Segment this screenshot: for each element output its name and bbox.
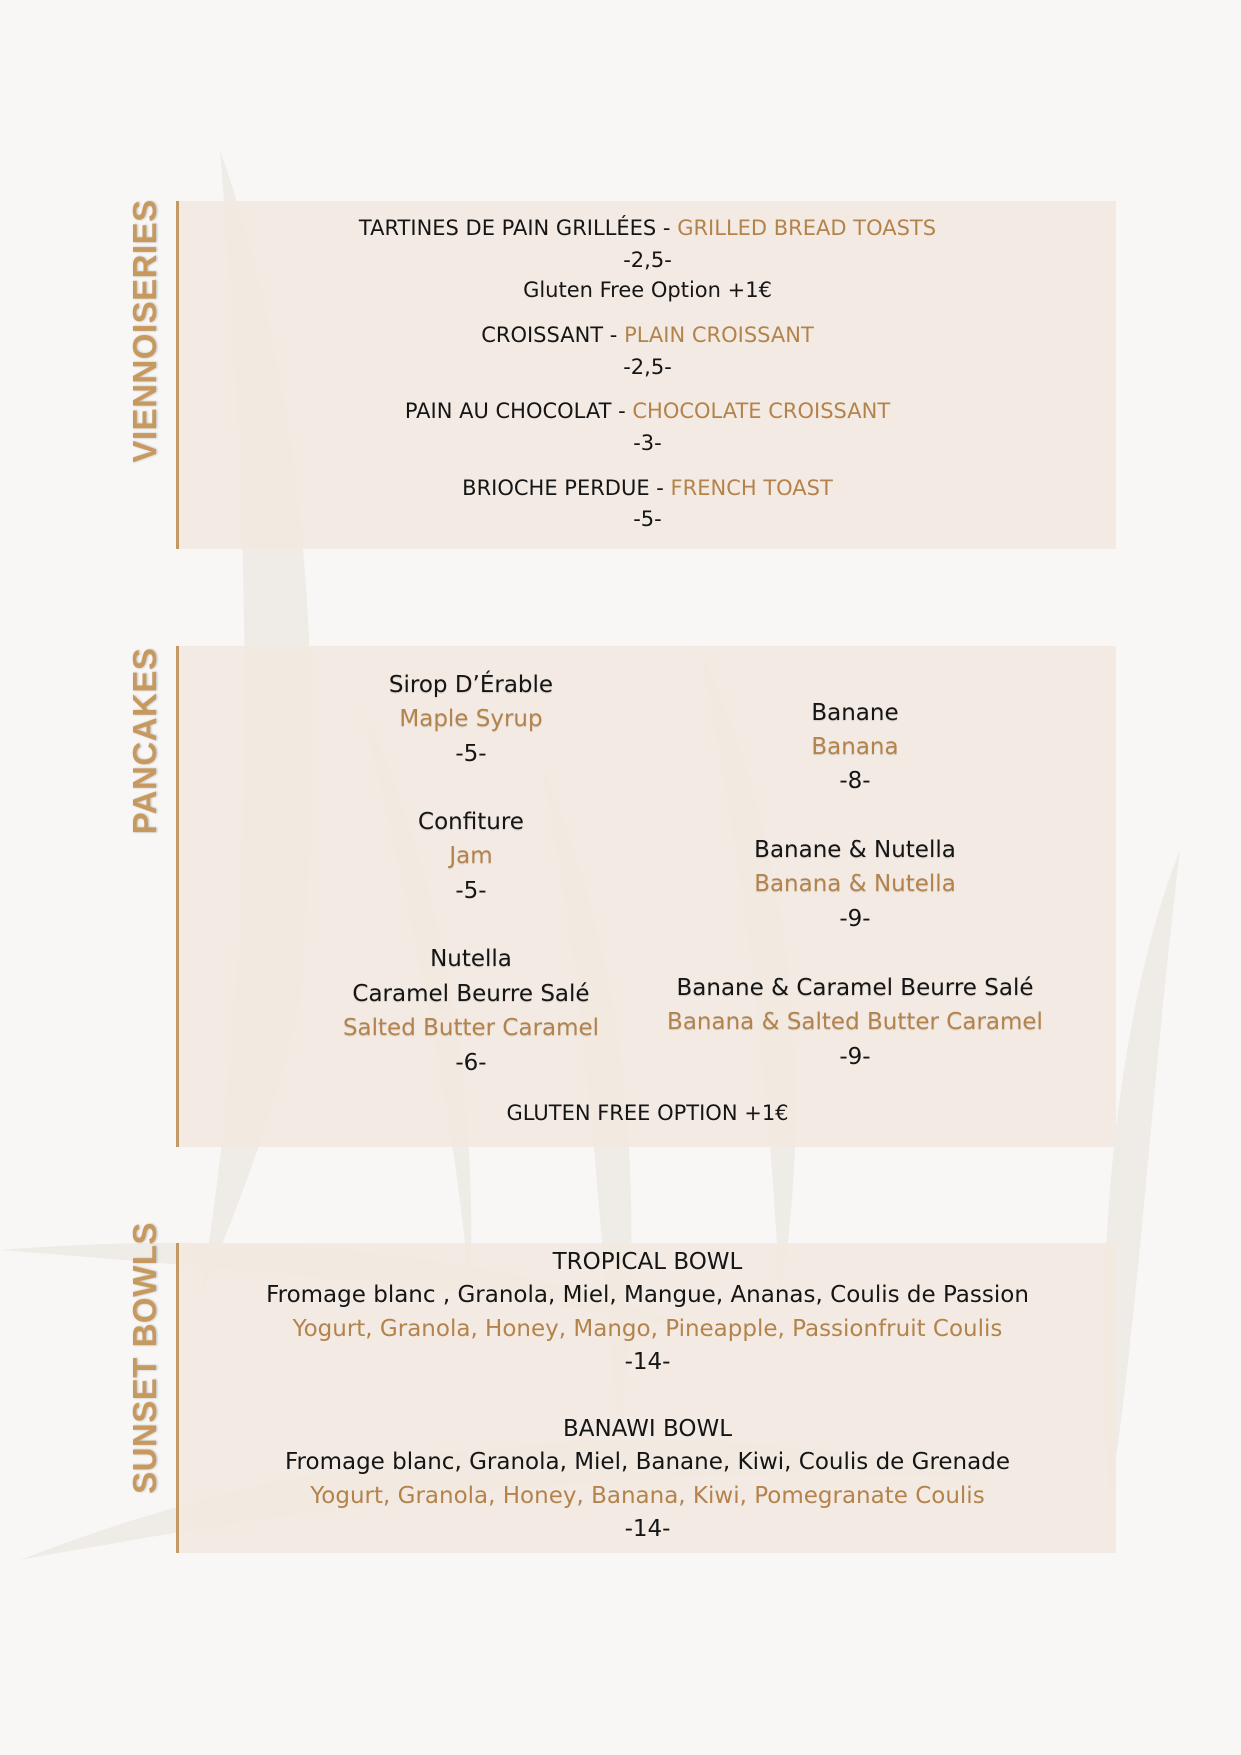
pancake-name-fr-2: Caramel Beurre Salé xyxy=(352,981,590,1007)
bowl-name: TROPICAL BOWL xyxy=(552,1249,743,1275)
bowl-ingredients-fr: Fromage blanc, Granola, Miel, Banane, Kiwi, Coulis de Grenade xyxy=(285,1449,1010,1475)
pancake-name-fr: Confiture xyxy=(418,809,524,835)
pancake-name-fr: Nutella xyxy=(430,946,512,972)
item-name-en: GRILLED BREAD TOASTS xyxy=(677,216,937,240)
pancake-name-fr: Sirop D’Érable xyxy=(388,672,554,698)
item-name-en: CHOCOLATE CROISSANT xyxy=(632,399,891,423)
item-price: -2,5- xyxy=(623,355,672,379)
pancake-name-en: Banana & Salted Butter Caramel xyxy=(667,1009,1043,1035)
item-price: -3- xyxy=(633,431,662,455)
menu-item-brioche-perdue xyxy=(179,476,1116,500)
pancake-name-en: Banana & Nutella xyxy=(754,871,956,897)
item-name-en: FRENCH TOAST xyxy=(670,476,833,500)
viennoiseries-panel xyxy=(176,201,1116,549)
item-name-fr: CROISSANT - xyxy=(481,323,625,347)
pancake-name-en: Banana xyxy=(811,734,899,760)
bowl-name: BANAWI BOWL xyxy=(562,1416,733,1442)
pancake-price: -9- xyxy=(839,906,871,932)
pancakes-right-column xyxy=(665,646,1045,1146)
item-name-fr: BRIOCHE PERDUE - xyxy=(462,476,671,500)
pancakes-left-column xyxy=(301,646,641,1146)
pancake-price: -5- xyxy=(455,878,487,904)
pancakes-panel xyxy=(176,646,1116,1147)
gluten-free-note: GLUTEN FREE OPTION +1€ xyxy=(506,1101,789,1125)
pancake-name-en: Salted Butter Caramel xyxy=(342,1015,600,1041)
pancake-name-en: Maple Syrup xyxy=(399,706,543,732)
item-price: -2,5- xyxy=(623,248,672,272)
bowl-ingredients-en: Yogurt, Granola, Honey, Mango, Pineapple, Passionfruit Coulis xyxy=(292,1316,1003,1342)
bowl-ingredients-fr: Fromage blanc , Granola, Miel, Mangue, Ananas, Coulis de Passion xyxy=(266,1282,1029,1308)
gluten-free-note: Gluten Free Option +1€ xyxy=(523,278,772,302)
bowl-price: -14- xyxy=(624,1516,671,1542)
pancake-name-fr: Banane & Nutella xyxy=(754,837,956,863)
menu-item-croissant xyxy=(179,323,1116,347)
pancake-price: -9- xyxy=(839,1044,871,1070)
item-price: -5- xyxy=(633,507,662,531)
item-name-fr: PAIN AU CHOCOLAT - xyxy=(404,399,633,423)
menu-item-grilled-toasts xyxy=(179,216,1116,240)
pancake-price: -8- xyxy=(839,768,871,794)
sunset-bowls-panel xyxy=(176,1243,1116,1553)
pancake-name-fr: Banane xyxy=(811,700,899,726)
pancake-name-en: Jam xyxy=(449,843,493,869)
pancake-name-fr: Banane & Caramel Beurre Salé xyxy=(676,975,1034,1001)
menu-item-pain-au-chocolat xyxy=(179,399,1116,423)
bowl-price: -14- xyxy=(624,1349,671,1375)
item-name-en: PLAIN CROISSANT xyxy=(624,323,814,347)
bowl-ingredients-en: Yogurt, Granola, Honey, Banana, Kiwi, Pomegranate Coulis xyxy=(310,1483,985,1509)
pancake-price: -5- xyxy=(455,741,487,767)
pancake-price: -6- xyxy=(455,1050,487,1076)
item-name-fr: TARTINES DE PAIN GRILLÉES - xyxy=(358,216,678,240)
